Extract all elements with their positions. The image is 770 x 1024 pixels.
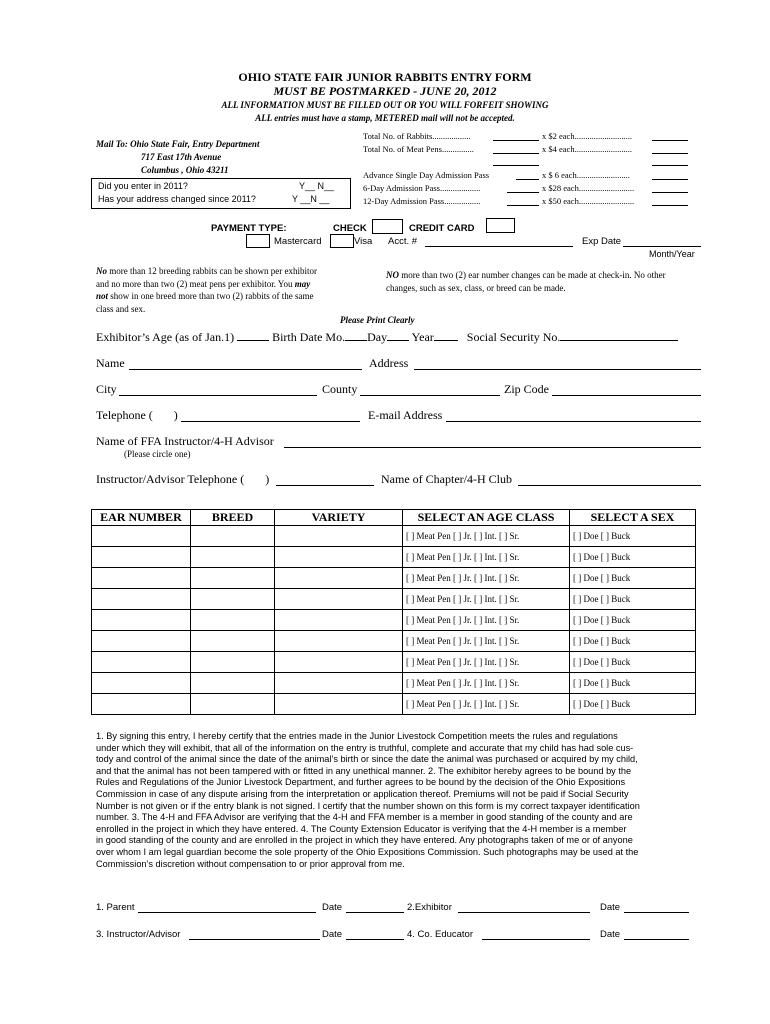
certification-line: number. 3. The 4-H and FFA Advisor are verifying that the 4-H and FFA member is a member in good standing of the county and are — [96, 812, 633, 823]
variety-cell[interactable] — [275, 589, 403, 610]
ssn-label: Social Security No. — [466, 330, 561, 344]
header-age-class: SELECT AN AGE CLASS — [403, 510, 570, 526]
certification-line: in good standing of the county and are enrolled in the project in which they have entered. Any photographs taken of me or of anyone — [96, 835, 633, 846]
sex-cell[interactable]: [ ] Doe [ ] Buck — [570, 673, 696, 694]
breed-cell[interactable] — [191, 610, 275, 631]
q-address-changed: Has your address changed since 2011? — [98, 194, 256, 204]
advance-pass-price: x $ 6 each......................... — [542, 170, 630, 180]
instructor-signature-label: 3. Instructor/Advisor — [96, 929, 181, 940]
print-clearly-note: Please Print Clearly — [340, 315, 415, 325]
six-day-pass-field[interactable] — [507, 192, 539, 193]
breed-cell[interactable] — [191, 568, 275, 589]
name-label: Name — [96, 356, 125, 370]
parent-date-field[interactable] — [346, 912, 404, 913]
q-address-changed-yn[interactable]: Y __N __ — [292, 194, 330, 204]
sex-cell[interactable]: [ ] Doe [ ] Buck — [570, 568, 696, 589]
meat-pens-label: Total No. of Meat Pens............... — [363, 144, 474, 154]
ear-number-cell[interactable] — [92, 631, 191, 652]
certification-line: under which they will exhibit, that all of the information on the entry is truthful, complete and accurate that my child has had sole cus- — [96, 742, 634, 753]
certification-line: tody and control of the animal since the date of the animal’s birth or since the date the animal was purchased or acquired by my child, — [96, 754, 638, 765]
meat-pens-total-field[interactable] — [652, 153, 688, 154]
visa-label: Visa — [354, 236, 373, 247]
month-year-hint: Month/Year — [649, 249, 695, 259]
zip-code-field[interactable] — [552, 395, 701, 396]
breed-cell[interactable] — [191, 673, 275, 694]
rabbits-total-field[interactable] — [652, 140, 688, 141]
age-class-cell[interactable]: [ ] Meat Pen [ ] Jr. [ ] Int. [ ] Sr. — [403, 694, 570, 715]
ear-number-cell[interactable] — [92, 610, 191, 631]
sex-cell[interactable]: [ ] Doe [ ] Buck — [570, 547, 696, 568]
parent-date-label: Date — [322, 902, 343, 913]
variety-cell[interactable] — [275, 568, 403, 589]
instructor-phone-field[interactable] — [276, 485, 374, 486]
variety-cell[interactable] — [275, 547, 403, 568]
age-class-cell[interactable]: [ ] Meat Pen [ ] Jr. [ ] Int. [ ] Sr. — [403, 631, 570, 652]
header-ear-number: EAR NUMBER — [92, 510, 191, 526]
ear-rule-line2: changes, such as sex, class, or breed can be made. — [386, 283, 566, 293]
entries-table — [91, 509, 696, 715]
mastercard-label: Mastercard — [274, 236, 322, 247]
chapter-club-field[interactable] — [518, 485, 701, 486]
chapter-club-label: Name of Chapter/4-H Club — [381, 472, 512, 486]
header-sex: SELECT A SEX — [570, 510, 696, 526]
subtotal-amount-field[interactable] — [652, 165, 688, 166]
sex-cell[interactable]: [ ] Doe [ ] Buck — [570, 526, 696, 547]
rule-not-emphasis: not — [96, 291, 109, 302]
age-class-cell[interactable]: [ ] Meat Pen [ ] Jr. [ ] Int. [ ] Sr. — [403, 589, 570, 610]
account-number-label: Acct. # — [388, 236, 418, 247]
breed-cell[interactable] — [191, 589, 275, 610]
age-class-cell[interactable]: [ ] Meat Pen [ ] Jr. [ ] Int. [ ] Sr. — [403, 610, 570, 631]
rabbits-count-field[interactable] — [493, 140, 539, 141]
variety-cell[interactable] — [275, 631, 403, 652]
variety-cell[interactable] — [275, 694, 403, 715]
sex-cell[interactable]: [ ] Doe [ ] Buck — [570, 694, 696, 715]
ssn-field[interactable] — [560, 340, 678, 341]
birth-year-field[interactable] — [434, 340, 458, 341]
visa-checkbox[interactable] — [330, 234, 354, 248]
check-checkbox[interactable] — [372, 219, 403, 234]
ear-number-cell[interactable] — [92, 568, 191, 589]
rule-line2: and no more than two (2) meat pens per exhibitor. You — [96, 278, 295, 289]
header-breed: BREED — [191, 510, 275, 526]
forfeit-notice: ALL INFORMATION MUST BE FILLED OUT OR YOU WILL FORFEIT SHOWING — [221, 100, 549, 110]
certification-line: over whom I am legal guardian become the sole property of the Ohio Expositions Commission. Such photographs may be used at the — [96, 846, 639, 857]
header-variety: VARIETY — [275, 510, 403, 526]
ear-number-cell[interactable] — [92, 652, 191, 673]
age-class-cell[interactable]: [ ] Meat Pen [ ] Jr. [ ] Int. [ ] Sr. — [403, 568, 570, 589]
telephone-field[interactable] — [181, 421, 360, 422]
ear-rule-line1: more than two (2) ear number changes can be made at check-in. No other — [399, 270, 666, 280]
ear-number-cell[interactable] — [92, 547, 191, 568]
table-row — [92, 652, 696, 673]
check-label: CHECK — [333, 223, 367, 234]
age-class-cell[interactable]: [ ] Meat Pen [ ] Jr. [ ] Int. [ ] Sr. — [403, 652, 570, 673]
educator-date-label: Date — [600, 929, 621, 940]
table-row — [92, 589, 696, 610]
ear-number-cell[interactable] — [92, 694, 191, 715]
instructor-signature-field[interactable] — [189, 939, 320, 940]
exhibitor-date-label: Date — [600, 902, 621, 913]
twelve-day-pass-field[interactable] — [507, 205, 539, 206]
six-day-pass-label: 6-Day Admission Pass................... — [363, 183, 481, 193]
rule-line4: class and sex. — [96, 303, 146, 314]
breed-cell[interactable] — [191, 631, 275, 652]
ear-rule-no-emphasis: NO — [386, 270, 399, 280]
instructor-name-field[interactable] — [284, 447, 701, 448]
birth-day-label: Day — [367, 330, 388, 344]
entries-body — [92, 526, 696, 715]
circle-one-hint: (Please circle one) — [124, 449, 191, 459]
mastercard-checkbox[interactable] — [246, 234, 270, 248]
rule-may-emphasis: may — [294, 278, 311, 289]
stamp-notice: ALL entries must have a stamp, METERED mail will not be accepted. — [255, 113, 515, 123]
table-row — [92, 610, 696, 631]
mail-to-line3: Columbus , Ohio 43211 — [141, 165, 229, 175]
variety-cell[interactable] — [275, 610, 403, 631]
exp-date-field[interactable] — [623, 246, 701, 247]
certification-line: and that the animal has not been tampered with or fitted in any unethical manner. 2. The exhibitor hereby agrees to be bound by the — [96, 765, 632, 776]
table-header-row — [92, 510, 696, 526]
six-day-pass-total-field[interactable] — [652, 192, 688, 193]
breed-cell[interactable] — [191, 652, 275, 673]
table-row — [92, 631, 696, 652]
ear-number-rules — [386, 269, 716, 295]
rabbits-price: x $2 each........................... — [542, 131, 632, 141]
certification-line: Commission’s discretion without compensation to or prior approval from me. — [96, 858, 405, 869]
age-class-cell[interactable]: [ ] Meat Pen [ ] Jr. [ ] Int. [ ] Sr. — [403, 673, 570, 694]
twelve-day-pass-label: 12-Day Admission Pass................. — [363, 196, 481, 206]
sex-cell[interactable]: [ ] Doe [ ] Buck — [570, 631, 696, 652]
sex-cell[interactable]: [ ] Doe [ ] Buck — [570, 610, 696, 631]
breed-cell[interactable] — [191, 694, 275, 715]
address-label: Address — [369, 356, 409, 370]
rule-line3: show in one breed more than two (2) rabbits of the same — [108, 291, 314, 302]
six-day-pass-price: x $28 each.......................... — [542, 183, 635, 193]
certification-line: Number is not given or if the entry blank is not signed. I certify that the number shown on this form is my correct taxpayer identification — [96, 800, 640, 811]
table-row — [92, 673, 696, 694]
age-class-cell[interactable]: [ ] Meat Pen [ ] Jr. [ ] Int. [ ] Sr. — [403, 547, 570, 568]
sex-cell[interactable]: [ ] Doe [ ] Buck — [570, 589, 696, 610]
exhibitor-signature-field[interactable] — [458, 912, 590, 913]
ear-number-cell[interactable] — [92, 589, 191, 610]
exp-date-label: Exp Date — [582, 236, 622, 247]
mail-to-line2: 717 East 17th Avenue — [141, 152, 222, 162]
birth-date-label: Birth Date Mo. — [272, 330, 346, 344]
rule-line1: more than 12 breeding rabbits can be shown per exhibitor — [107, 266, 317, 276]
twelve-day-pass-price: x $50 each.......................... — [542, 196, 635, 206]
age-label: Exhibitor’s Age (as of Jan.1) — [96, 330, 235, 344]
educator-date-field[interactable] — [624, 939, 689, 940]
name-field[interactable] — [129, 369, 362, 370]
sex-cell[interactable]: [ ] Doe [ ] Buck — [570, 652, 696, 673]
city-label: City — [96, 382, 117, 396]
q-entered-2011-yn[interactable]: Y__ N__ — [299, 181, 335, 191]
certification-line: enrolled in the project in which they have entered. 4. The County Extension Educator is verifying that the 4-H member is a member — [96, 823, 627, 834]
variety-cell[interactable] — [275, 526, 403, 547]
certification-line: Commission in case of any dispute arising from the interpretation or application thereof. Premiums will not be paid if Social Security — [96, 788, 629, 799]
twelve-day-pass-total-field[interactable] — [652, 205, 688, 206]
certification-line: 1. By signing this entry, I hereby certify that the entries made in the Junior Livestock Competition meets the rules and regulations — [96, 731, 618, 741]
meat-pens-field[interactable] — [493, 153, 539, 154]
mail-to-line1: Mail To: Ohio State Fair, Entry Department — [96, 139, 260, 149]
instructor-date-label: Date — [322, 929, 343, 940]
credit-card-checkbox[interactable] — [486, 218, 515, 233]
postmark-deadline: MUST BE POSTMARKED - JUNE 20, 2012 — [273, 84, 497, 98]
city-field[interactable] — [119, 395, 317, 396]
breeding-rules — [96, 265, 356, 315]
rule-no-emphasis: No — [96, 266, 107, 276]
parent-signature-field[interactable] — [138, 912, 316, 913]
exhibitor-date-field[interactable] — [624, 912, 689, 913]
birth-day-field[interactable] — [387, 340, 409, 341]
advance-pass-total-field[interactable] — [652, 179, 688, 180]
table-row — [92, 694, 696, 715]
instructor-phone-label: Instructor/Advisor Telephone ( ) — [96, 472, 270, 486]
address-field[interactable] — [414, 369, 701, 370]
exhibitor-signature-label: 2.Exhibitor — [407, 902, 452, 913]
email-label: E-mail Address — [368, 408, 443, 422]
certification-line: Rules and Regulations of the Junior Livestock Department, and further agrees to be bound by the decision of the Ohio Expositions — [96, 777, 626, 788]
age-birth-ssn-row — [96, 330, 678, 345]
county-field[interactable] — [360, 395, 500, 396]
table-row — [92, 526, 696, 547]
breed-cell[interactable] — [191, 526, 275, 547]
zip-code-label: Zip Code — [504, 382, 549, 396]
variety-cell[interactable] — [275, 652, 403, 673]
certification-text — [96, 731, 640, 870]
account-number-field[interactable] — [425, 246, 573, 247]
birth-year-label: Year — [411, 330, 434, 344]
rabbits-count-label: Total No. of Rabbits.................. — [363, 131, 471, 141]
credit-card-label: CREDIT CARD — [409, 223, 475, 234]
telephone-label: Telephone ( ) — [96, 408, 178, 422]
variety-cell[interactable] — [275, 673, 403, 694]
educator-signature-label: 4. Co. Educator — [407, 929, 474, 940]
age-class-cell[interactable]: [ ] Meat Pen [ ] Jr. [ ] Int. [ ] Sr. — [403, 526, 570, 547]
age-field[interactable] — [237, 340, 269, 341]
birth-month-field[interactable] — [345, 340, 367, 341]
advance-pass-field[interactable] — [516, 179, 539, 180]
table-row — [92, 568, 696, 589]
payment-type-label: PAYMENT TYPE: — [211, 223, 287, 234]
county-label: County — [322, 382, 358, 396]
instructor-date-field[interactable] — [346, 939, 404, 940]
q-entered-2011: Did you enter in 2011? — [98, 181, 188, 191]
advance-pass-label: Advance Single Day Admission Pass — [363, 170, 490, 180]
parent-signature-label: 1. Parent — [96, 902, 135, 913]
subtotal-count-field[interactable] — [493, 165, 539, 166]
ear-number-cell[interactable] — [92, 526, 191, 547]
educator-signature-field[interactable] — [482, 939, 590, 940]
table-row — [92, 547, 696, 568]
meat-pens-price: x $4 each........................... — [542, 144, 632, 154]
instructor-name-label: Name of FFA Instructor/4-H Advisor — [96, 434, 274, 448]
form-title: OHIO STATE FAIR JUNIOR RABBITS ENTRY FORM — [238, 70, 532, 84]
breed-cell[interactable] — [191, 547, 275, 568]
email-field[interactable] — [446, 421, 701, 422]
ear-number-cell[interactable] — [92, 673, 191, 694]
